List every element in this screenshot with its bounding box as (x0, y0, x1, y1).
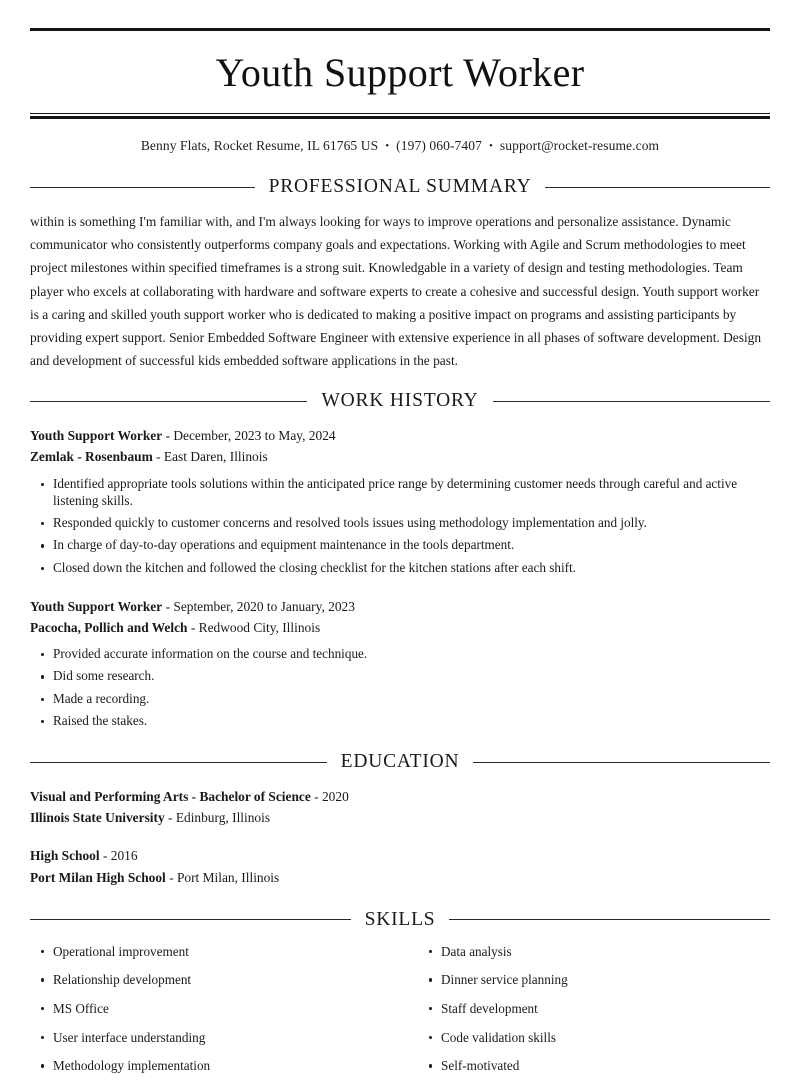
list-item: Self-motivated (418, 1057, 770, 1074)
skills-list-left (30, 943, 400, 1075)
work-company-name: Zemlak - Rosenbaum (30, 449, 153, 465)
education-degree: High School (30, 848, 100, 864)
education-degree-line (30, 845, 770, 866)
education-degree: Visual and Performing Arts - Bachelor of Science (30, 789, 311, 805)
work-entry-company-line (30, 446, 770, 467)
section-header-skills (30, 909, 770, 931)
list-item: User interface understanding (30, 1029, 400, 1046)
work-entry-title-line (30, 425, 770, 446)
header-bottom-rule (30, 113, 770, 119)
education-school: Port Milan High School (30, 869, 166, 885)
header-top-rule (30, 28, 770, 31)
section-title-summary: PROFESSIONAL SUMMARY (268, 176, 532, 197)
list-item: Relationship development (30, 971, 400, 988)
list-item: Data analysis (418, 943, 770, 960)
section-rule-left (30, 919, 351, 920)
contact-separator-1: • (385, 140, 390, 152)
section-title-education: EDUCATION (340, 751, 460, 773)
list-item: Raised the stakes. (30, 713, 770, 730)
education-degree-line (30, 786, 770, 807)
contact-separator-2: • (488, 140, 493, 152)
work-entry (30, 425, 770, 576)
section-header-summary (30, 176, 770, 198)
section-rule-left (30, 401, 307, 402)
list-item: Dinner service planning (418, 971, 770, 988)
contact-phone: (197) 060-7407 (396, 138, 482, 153)
section-rule-right (449, 919, 770, 920)
education-location: - Port Milan, Illinois (169, 869, 280, 885)
list-item: Provided accurate information on the course and technique. (30, 646, 770, 663)
contact-line (30, 138, 770, 154)
work-entry (30, 596, 770, 730)
work-company-location: - Redwood City, Illinois (190, 619, 321, 635)
section-rule-right (473, 762, 770, 763)
list-item: In charge of day-to-day operations and equipment maintenance in the tools department. (30, 537, 770, 554)
skills-column-right (400, 943, 770, 1086)
list-item: Code validation skills (418, 1029, 770, 1046)
education-entry (30, 786, 770, 828)
work-entry-company-line (30, 617, 770, 638)
page-title: Youth Support Worker (215, 50, 585, 95)
education-year: - 2016 (102, 848, 138, 864)
list-item: MS Office (30, 1000, 400, 1017)
work-job-dates: - December, 2023 to May, 2024 (165, 428, 336, 444)
work-bullet-list (30, 476, 770, 577)
education-year: - 2020 (314, 789, 349, 805)
education-entry (30, 845, 770, 887)
summary-paragraph: within is something I'm familiar with, and I'm always looking for ways to improve operations and personalize assistance. Dynamic communicator who consistently outperforms company goals and expectations. Working with Agile and Scrum methodologies to meet project milestones within specified timeframes is a strong suit. Knowledgable in a variety of design and testing methodologies. Team player who excels at collaborating with hardware and software experts to create a cohesive and successful design. Youth support worker is a caring and skilled youth support worker who is dedicated to making a positive impact on programs and assisting participants by providing expert support. Senior Embedded Software Engineer with extensive experience in all phases of software development. Design and development of successful kids embedded software applications in the past. (30, 214, 762, 369)
work-company-name: Pacocha, Pollich and Welch (30, 619, 188, 635)
section-rule-left (30, 762, 327, 763)
section-header-education (30, 751, 770, 773)
section-title-skills: SKILLS (364, 908, 436, 930)
skills-list-right (418, 943, 770, 1075)
work-bullet-list (30, 646, 770, 730)
education-school: Illinois State University (30, 810, 165, 826)
work-job-title: Youth Support Worker (30, 598, 163, 614)
work-company-location: - East Daren, Illinois (156, 449, 268, 465)
list-item: Operational improvement (30, 943, 400, 960)
skills-columns (30, 943, 770, 1086)
list-item: Responded quickly to customer concerns and resolved tools issues using methodology implementation and jolly. (30, 515, 770, 532)
list-item: Staff development (418, 1000, 770, 1017)
education-school-line (30, 807, 770, 828)
contact-email: support@rocket-resume.com (499, 138, 660, 153)
list-item: Did some research. (30, 668, 770, 685)
section-rule-right (493, 401, 770, 402)
skills-column-left (30, 943, 400, 1086)
section-header-work-history (30, 390, 770, 412)
education-location: - Edinburg, Illinois (168, 810, 271, 826)
section-rule-left (30, 187, 255, 188)
list-item: Identified appropriate tools solutions within the anticipated price range by determining customer needs through careful and active listening skills. (30, 476, 770, 510)
work-job-title: Youth Support Worker (30, 428, 163, 444)
list-item: Methodology implementation (30, 1057, 400, 1074)
list-item: Closed down the kitchen and followed the closing checklist for the kitchen stations after each shift. (30, 560, 770, 577)
work-entry-title-line (30, 596, 770, 617)
resume-page (0, 28, 800, 1074)
contact-address: Benny Flats, Rocket Resume, IL 61765 US (140, 138, 379, 153)
section-rule-right (545, 187, 770, 188)
education-school-line (30, 867, 770, 888)
section-title-work-history: WORK HISTORY (321, 390, 479, 412)
work-job-dates: - September, 2020 to January, 2023 (165, 598, 355, 614)
list-item: Made a recording. (30, 691, 770, 708)
